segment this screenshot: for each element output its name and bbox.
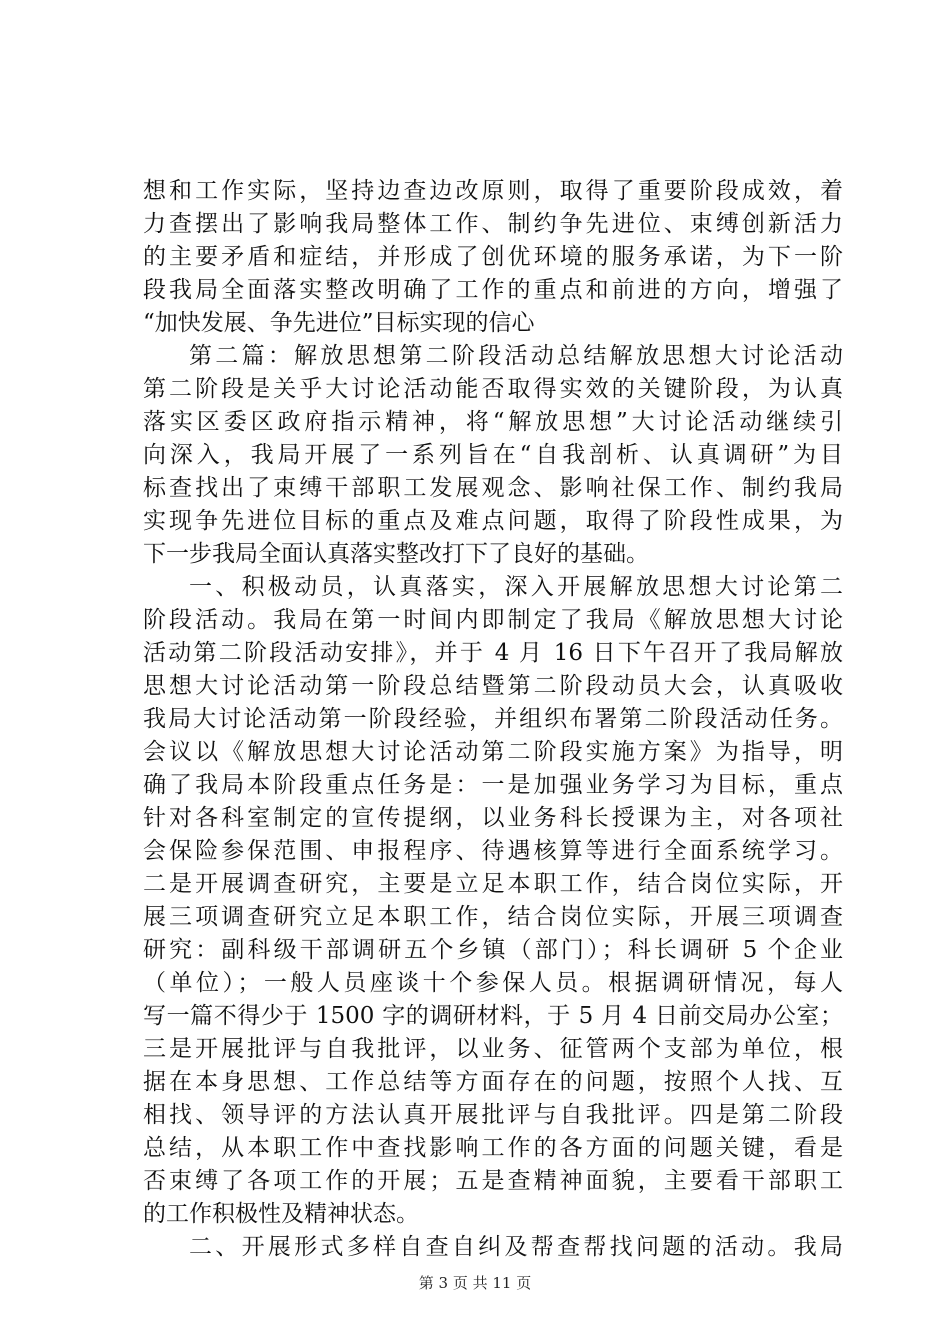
text-line: 针对各科室制定的宣传提纲，以业务科长授课为主，对各项社 bbox=[143, 805, 843, 831]
text-line: 展三项调查研究立足本职工作，结合岗位实际，开展三项调查 bbox=[143, 904, 843, 930]
text-line: 相找、领导评的方法认真开展批评与自我批评。四是第二阶段 bbox=[143, 1102, 843, 1128]
text-line: 想和工作实际，坚持边查边改原则，取得了重要阶段成效，着 bbox=[143, 178, 843, 204]
text-line: （单位）；一般人员座谈十个参保人员。根据调研情况，每人 bbox=[143, 970, 843, 996]
text-line: 二是开展调查研究，主要是立足本职工作，结合岗位实际，开 bbox=[143, 871, 843, 897]
text-line: 一、积极动员，认真落实，深入开展解放思想大讨论第二 bbox=[189, 574, 843, 600]
text-line: “加快发展、争先进位”目标实现的信心 bbox=[143, 310, 535, 336]
text-line: 的主要矛盾和症结，并形成了创优环境的服务承诺，为下一阶 bbox=[143, 244, 843, 270]
text-line: 阶段活动。我局在第一时间内即制定了我局《解放思想大讨论 bbox=[143, 607, 843, 633]
text-line: 力查摆出了影响我局整体工作、制约争先进位、束缚创新活力 bbox=[143, 211, 843, 237]
text-line: 三是开展批评与自我批评，以业务、征管两个支部为单位，根 bbox=[143, 1036, 843, 1062]
document-body bbox=[143, 175, 843, 1264]
text-line: 会议以《解放思想大讨论活动第二阶段实施方案》为指导，明 bbox=[143, 739, 843, 765]
text-line: 思想大讨论活动第一阶段总结暨第二阶段动员大会，认真吸收 bbox=[143, 673, 843, 699]
text-line: 标查找出了束缚干部职工发展观念、影响社保工作、制约我局 bbox=[143, 475, 843, 501]
text-line: 活动第二阶段活动安排》，并于 4 月 16 日下午召开了我局解放 bbox=[143, 640, 843, 666]
text-line: 第二篇：解放思想第二阶段活动总结解放思想大讨论活动 bbox=[189, 343, 843, 369]
text-line: 实现争先进位目标的重点及难点问题，取得了阶段性成果，为 bbox=[143, 508, 843, 534]
text-line: 向深入，我局开展了一系列旨在“自我剖析、认真调研”为目 bbox=[143, 442, 843, 468]
text-line: 段我局全面落实整改明确了工作的重点和前进的方向，增强了 bbox=[143, 277, 843, 303]
text-line: 确了我局本阶段重点任务是：一是加强业务学习为目标，重点 bbox=[143, 772, 843, 798]
text-line: 我局大讨论活动第一阶段经验，并组织布署第二阶段活动任务。 bbox=[143, 706, 843, 732]
text-line: 总结，从本职工作中查找影响工作的各方面的问题关键，看是 bbox=[143, 1135, 843, 1161]
text-line: 否束缚了各项工作的开展；五是查精神面貌，主要看干部职工 bbox=[143, 1168, 843, 1194]
text-line: 第二阶段是关乎大讨论活动能否取得实效的关键阶段，为认真 bbox=[143, 376, 843, 402]
text-line: 会保险参保范围、申报程序、待遇核算等进行全面系统学习。 bbox=[143, 838, 843, 864]
page-footer: 第 3 页 共 11 页 bbox=[418, 1274, 532, 1292]
text-line: 二、开展形式多样自查自纠及帮查帮找问题的活动。我局 bbox=[189, 1234, 843, 1260]
text-line: 据在本身思想、工作总结等方面存在的问题，按照个人找、互 bbox=[143, 1069, 843, 1095]
text-line: 下一步我局全面认真落实整改打下了良好的基础。 bbox=[143, 541, 649, 567]
text-line: 落实区委区政府指示精神，将“解放思想”大讨论活动继续引 bbox=[143, 409, 843, 435]
text-line: 的工作积极性及精神状态。 bbox=[143, 1201, 419, 1227]
text-line: 研究：副科级干部调研五个乡镇（部门）；科长调研 5 个企业 bbox=[143, 937, 843, 963]
text-line: 写一篇不得少于 1500 字的调研材料，于 5 月 4 日前交局办公室； bbox=[143, 1003, 843, 1029]
